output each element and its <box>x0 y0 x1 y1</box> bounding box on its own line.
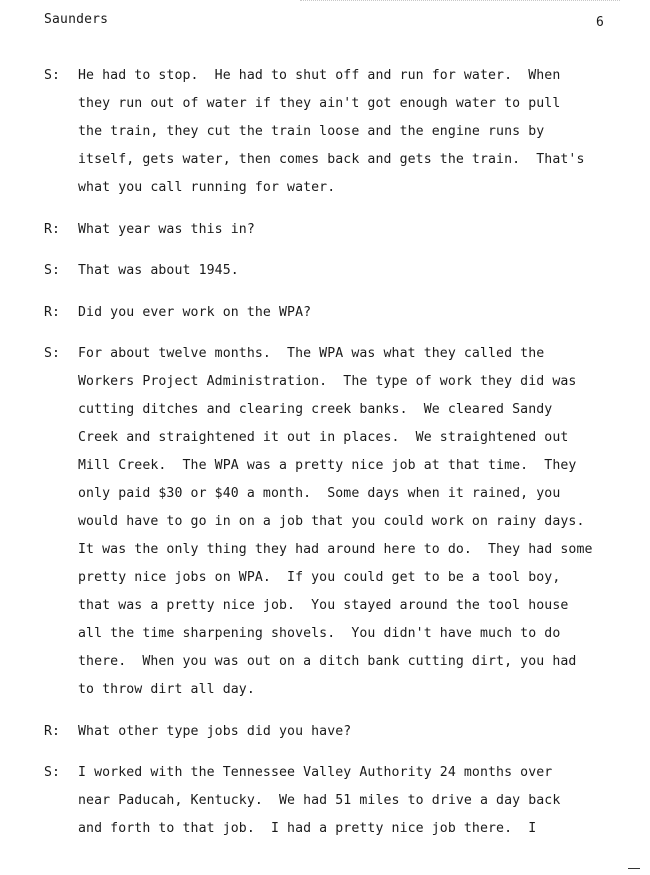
speech-line: Creek and straightened it out in places. We straightened out <box>78 430 569 445</box>
speech-line: all the time sharpening shovels. You didn't have much to do <box>78 626 561 641</box>
speech-line: pretty nice jobs on WPA. If you could get to be a tool boy, <box>78 570 561 585</box>
speech-line: What year was this in? <box>78 221 255 237</box>
speech-line: that was a pretty nice job. You stayed around the tool house <box>78 598 569 613</box>
page-number: 6 <box>596 15 604 30</box>
speech-text <box>78 340 618 704</box>
speech-line: would have to go in on a job that you could work on rainy days. <box>78 514 585 529</box>
speaker-label: R: <box>44 723 60 739</box>
speech-line: What other type jobs did you have? <box>78 723 352 739</box>
speech-line: That was about 1945. <box>78 263 239 278</box>
speech-line: near Paducah, Kentucky. We had 51 miles to drive a day back <box>78 793 561 808</box>
speech-line: Did you ever work on the WPA? <box>78 304 312 320</box>
speech-text <box>78 759 618 843</box>
speech-line: they run out of water if they ain't got enough water to pull <box>78 96 561 111</box>
speech-line: what you call running for water. <box>78 180 336 195</box>
speech-text <box>78 718 618 746</box>
speech-line: Workers Project Administration. The type of work they did was <box>78 374 577 389</box>
speaker-label: S: <box>44 765 60 780</box>
speaker-label: S: <box>44 346 60 361</box>
speech-text <box>78 299 618 327</box>
speech-line: Mill Creek. The WPA was a pretty nice job at that time. They <box>78 458 577 473</box>
speech-line: only paid $30 or $40 a month. Some days when it rained, you <box>78 486 561 501</box>
transcript-entry <box>44 340 619 704</box>
speech-line: to throw dirt all day. <box>78 682 255 697</box>
speech-text <box>78 216 618 244</box>
speech-line: cutting ditches and clearing creek banks. We cleared Sandy <box>78 402 553 417</box>
speech-line: It was the only thing they had around here to do. They had some <box>78 542 593 557</box>
transcript-entry <box>44 62 619 202</box>
transcript-entry <box>44 216 619 244</box>
corner-scan-mark <box>628 868 640 869</box>
speaker-label: S: <box>44 68 60 83</box>
speech-text <box>78 62 618 202</box>
speech-line: For about twelve months. The WPA was what they called the <box>78 346 545 361</box>
speaker-label: R: <box>44 304 60 320</box>
speech-text <box>78 257 618 285</box>
speech-line: there. When you was out on a ditch bank cutting dirt, you had <box>78 654 577 669</box>
speech-line: He had to stop. He had to shut off and run for water. When <box>78 68 561 83</box>
speech-line: I worked with the Tennessee Valley Authority 24 months over <box>78 765 553 780</box>
header-interviewee-name: Saunders <box>44 12 109 27</box>
transcript-entry <box>44 257 619 285</box>
transcript-entry <box>44 759 619 843</box>
transcript-body <box>44 62 619 857</box>
scan-artifact-marks <box>300 0 620 4</box>
speaker-label: S: <box>44 263 60 278</box>
speaker-label: R: <box>44 221 60 237</box>
speech-line: itself, gets water, then comes back and gets the train. That's <box>78 152 585 167</box>
speech-line: and forth to that job. I had a pretty nice job there. I <box>78 821 537 836</box>
transcript-entry <box>44 299 619 327</box>
speech-line: the train, they cut the train loose and the engine runs by <box>78 124 545 139</box>
transcript-entry <box>44 718 619 746</box>
